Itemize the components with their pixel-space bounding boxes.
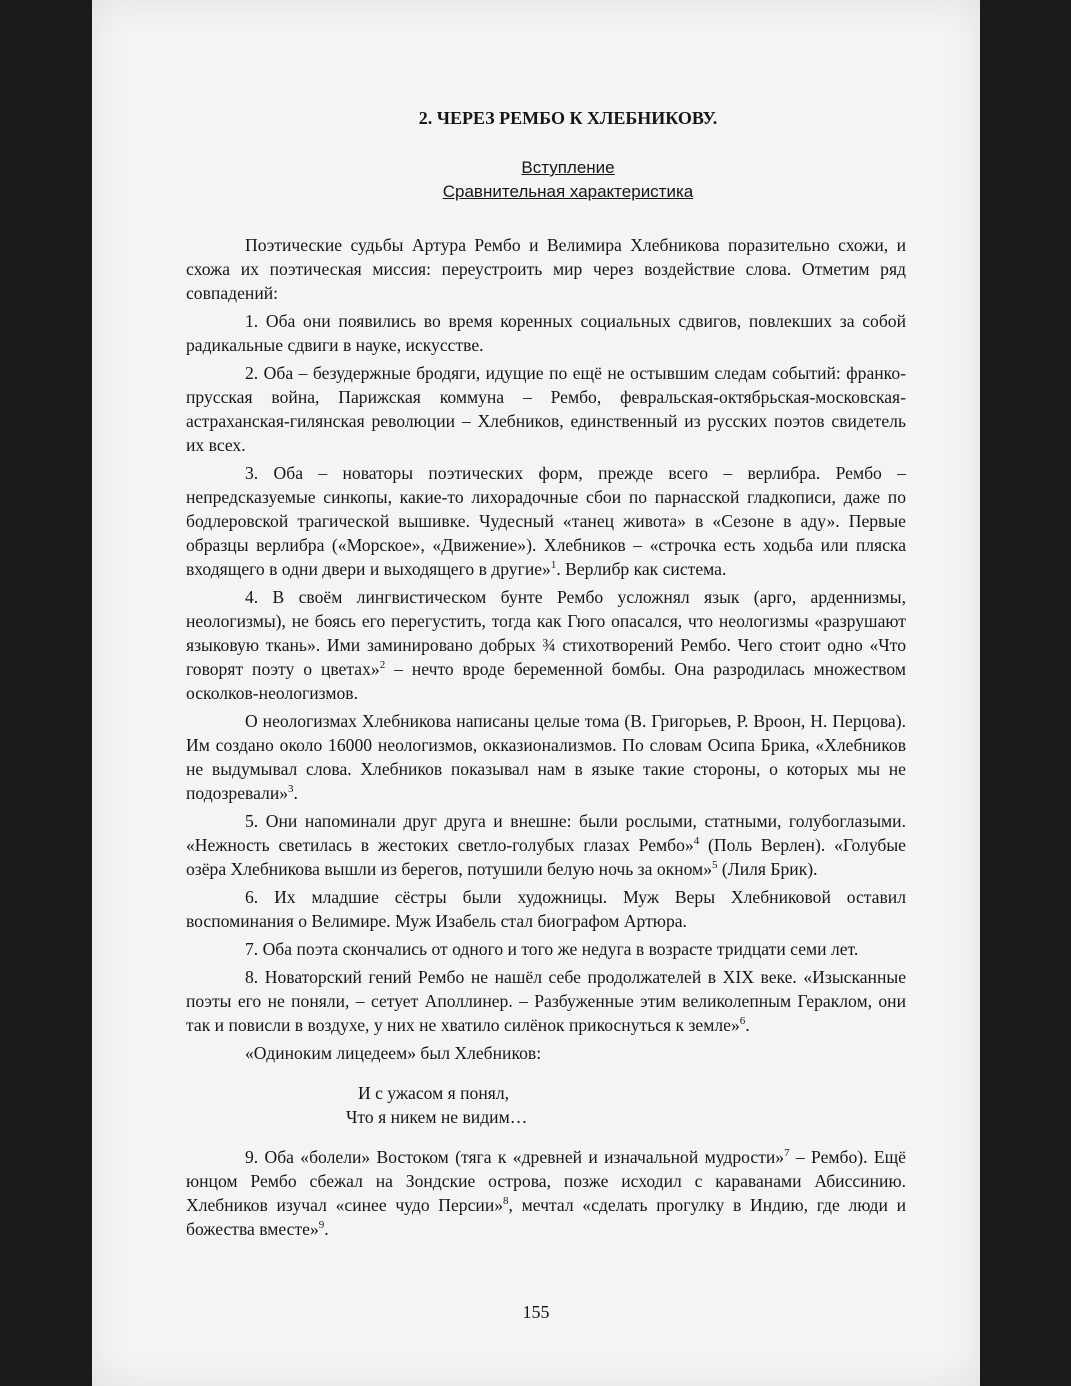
verse-line-2: Что я никем не видим… [346, 1107, 528, 1127]
paragraph-point-6: 6. Их младшие сёстры были художницы. Муж Веры Хлебниковой оставил воспоминания о Велимире. Муж Изабель стал биографом Артюра. [186, 887, 906, 931]
book-page [92, 0, 980, 1386]
footnote-ref: 7 [784, 1147, 790, 1159]
footnote-ref: 9 [318, 1219, 325, 1231]
paragraph-point-4: 4. В своём лингвистическом бунте Рембо усложнял язык (арго, арденнизмы, неологизмы), не боясь его перегустить, тогда как Гюго опасался, что неологизмы «разрушают языковую ткань». Ими заминировано добрых ¾ стихотворений Рембо. Чего стоит одно «Что говорят поэту о цветах»$^2$ – нечто вроде беременной бомбы. Она разродилась множеством осколков-неологизмов. [186, 587, 906, 703]
paragraph-point-1: 1. Оба они появились во время коренных социальных сдвигов, повлекших за собой радикальные сдвиги в науке, искусстве. [186, 311, 906, 355]
verse-quote [346, 1081, 906, 1129]
chapter-title: 2. ЧЕРЕЗ РЕМБО К ХЛЕБНИКОВУ. [418, 108, 718, 128]
paragraph-point-8: 8. Новаторский гений Рембо не нашёл себе продолжателей в XIX веке. «Изысканные поэты его не поняли, – сетует Аполлинер. – Разбуженные этим великолепным Гераклом, они так и повисли в воздухе, у них не хватило силёнок прикоснуться к земле»$^6$. [186, 967, 906, 1035]
paragraph-neologisms: О неологизмах Хлебникова написаны целые тома (В. Григорьев, Р. Вроон, Н. Перцова). Им создано около 16000 неологизмов, окказионализмов. По словам Осипа Брика, «Хлебников не выдумывал слова. Хлебников показывал нам в языке такие стороны, о которых мы не подозревали»$^3$. [186, 711, 906, 803]
verse-line-1: И с ужасом я понял, [358, 1083, 510, 1103]
footnote-ref: 2 [379, 659, 386, 671]
footnote-ref: 5 [712, 859, 718, 871]
page-content [186, 106, 906, 1245]
footnote-ref: 8 [503, 1195, 509, 1207]
footnote-ref: 1 [550, 559, 557, 571]
paragraph-point-9: 9. Оба «болели» Востоком (тяга к «древней и изначальной мудрости»$^7$ – Рембо). Ещё юнцом Рембо сбежал на Зондские острова, позже исходил с караванами Абиссинию. Хлебников изучал «синее чудо Персии»$^8$, мечтал «сделать прогулку в Индию, где люди и божества вместе»$^9$. [186, 1147, 906, 1239]
footnote-ref: 4 [693, 835, 700, 847]
paragraph-intro: Поэтические судьбы Артура Рембо и Велимира Хлебникова поразительно схожи, и схожа их поэтическая миссия: переустроить мир через воздействие слова. Отметим ряд совпадений: [186, 235, 906, 303]
paragraph-point-3: 3. Оба – новаторы поэтических форм, прежде всего – верлибра. Рембо – непредсказуемые синкопы, какие-то лихорадочные сбои по парнасской гладкописи, даже по бодлеровской трагической вышивке. Чудесный «танец живота» в «Сезоне в аду». Первые образцы верлибра («Морское», «Движение»). Хлебников – «строчка есть ходьба или пляска входящего в одни двери и выходящего в другие»$^1$. Верлибр как система. [186, 463, 906, 579]
paragraph-lone-actor: «Одиноким лицедеем» был Хлебников: [245, 1043, 542, 1063]
subtitle-introduction: Вступление [521, 158, 615, 177]
page-number: 155 [522, 1302, 550, 1322]
subtitle-comparison: Сравнительная характеристика [442, 182, 694, 201]
paragraph-point-7: 7. Оба поэта скончались от одного и того же недуга в возрасте тридцати семи лет. [245, 939, 859, 959]
paragraph-point-2: 2. Оба – безудержные бродяги, идущие по ещё не остывшим следам событий: франко-прусская война, Парижская коммуна – Рембо, февральская-октябрьская-московская-астраханская-гилянская революции – Хлебников, единственный из русских поэтов свидетель их всех. [186, 363, 906, 455]
footnote-ref: 3 [288, 783, 294, 795]
footnote-ref: 6 [739, 1015, 746, 1027]
paragraph-point-5: 5. Они напоминали друг друга и внешне: были рослыми, статными, голубоглазыми. «Нежность светилась в жестоких светло-голубых глазах Рембо»$^4$ (Поль Верлен). «Голубые озёра Хлебникова вышли из берегов, потушили белую ночь за окном»$^5$ (Лиля Брик). [186, 811, 906, 879]
